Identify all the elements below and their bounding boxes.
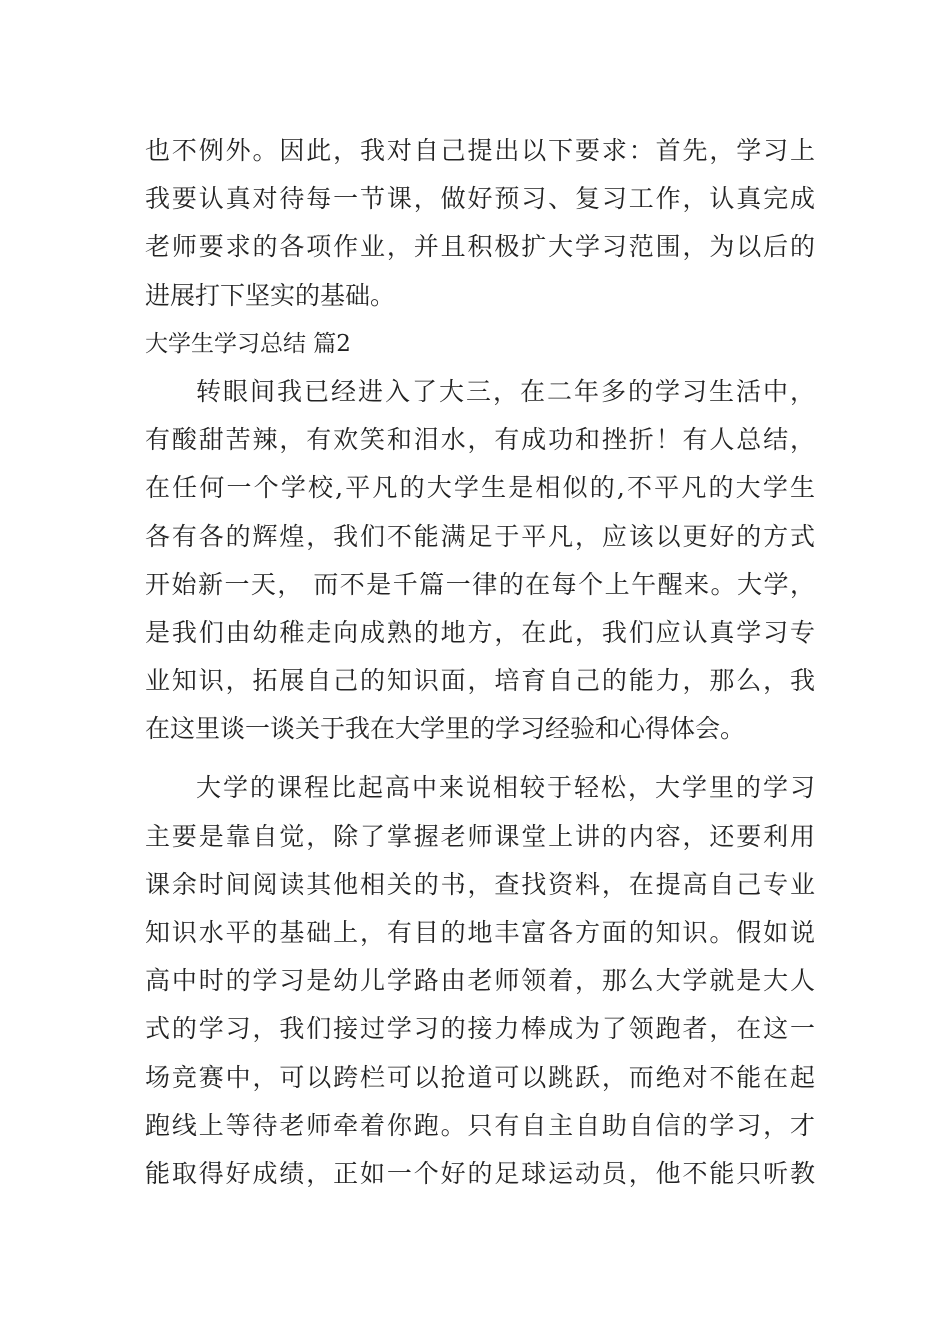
- paragraph-spacer: [145, 753, 815, 764]
- text-line: 在这里谈一谈关于我在大学里的学习经验和心得体会。: [145, 714, 746, 744]
- text-line: 老师要求的各项作业，并且积极扩大学习范围，为以后的: [145, 232, 815, 262]
- paragraph-3: [145, 764, 815, 1198]
- text-line: 我要认真对待每一节课，做好预习、复习工作，认真完成: [145, 184, 815, 214]
- text-line: 高中时的学习是幼儿学路由老师领着，那么大学就是大人: [145, 966, 815, 996]
- text-line: 进展打下坚实的基础。: [145, 280, 396, 310]
- text-line: 业知识，拓展自己的知识面，培育自己的能力，那么，我: [145, 666, 815, 696]
- paragraph-1: [145, 127, 815, 320]
- text-line: 有酸甜苦辣，有欢笑和泪水，有成功和挫折！有人总结，: [145, 425, 815, 455]
- text-line: 各有各的辉煌，我们不能满足于平凡，应该以更好的方式: [145, 521, 815, 551]
- text-line: 也不例外。因此，我对自己提出以下要求：首先，学习上: [145, 136, 815, 165]
- text-line: 知识水平的基础上，有目的地丰富各方面的知识。假如说: [145, 918, 815, 947]
- text-line: 场竞赛中，可以跨栏可以抢道可以跳跃，而绝对不能在起: [145, 1062, 815, 1092]
- text-line: 在任何一个学校,平凡的大学生是相似的,不平凡的大学生: [145, 473, 815, 503]
- text-line: 转眼间我已经进入了大三，在二年多的学习生活中，: [196, 376, 815, 406]
- document-body: [145, 127, 815, 1198]
- paragraph-2: [145, 368, 815, 754]
- text-line: 课余时间阅读其他相关的书，查找资料，在提高自己专业: [145, 869, 815, 899]
- text-line: 是我们由幼稚走向成熟的地方，在此，我们应认真学习专: [145, 617, 815, 647]
- text-line: 能取得好成绩，正如一个好的足球运动员，他不能只听教: [145, 1158, 815, 1188]
- text-line: 式的学习，我们接过学习的接力棒成为了领跑者，在这一: [145, 1014, 815, 1044]
- text-line: 跑线上等待老师牵着你跑。只有自主自助自信的学习，才: [145, 1110, 815, 1140]
- section-heading: 大学生学习总结 篇2: [145, 330, 351, 357]
- text-line: 主要是靠自觉，除了掌握老师课堂上讲的内容，还要利用: [145, 821, 815, 851]
- text-line: 开始新一天， 而不是千篇一律的在每个上午醒来。大学，: [145, 569, 815, 599]
- text-line: 大学的课程比起高中来说相较于轻松，大学里的学习: [196, 773, 815, 803]
